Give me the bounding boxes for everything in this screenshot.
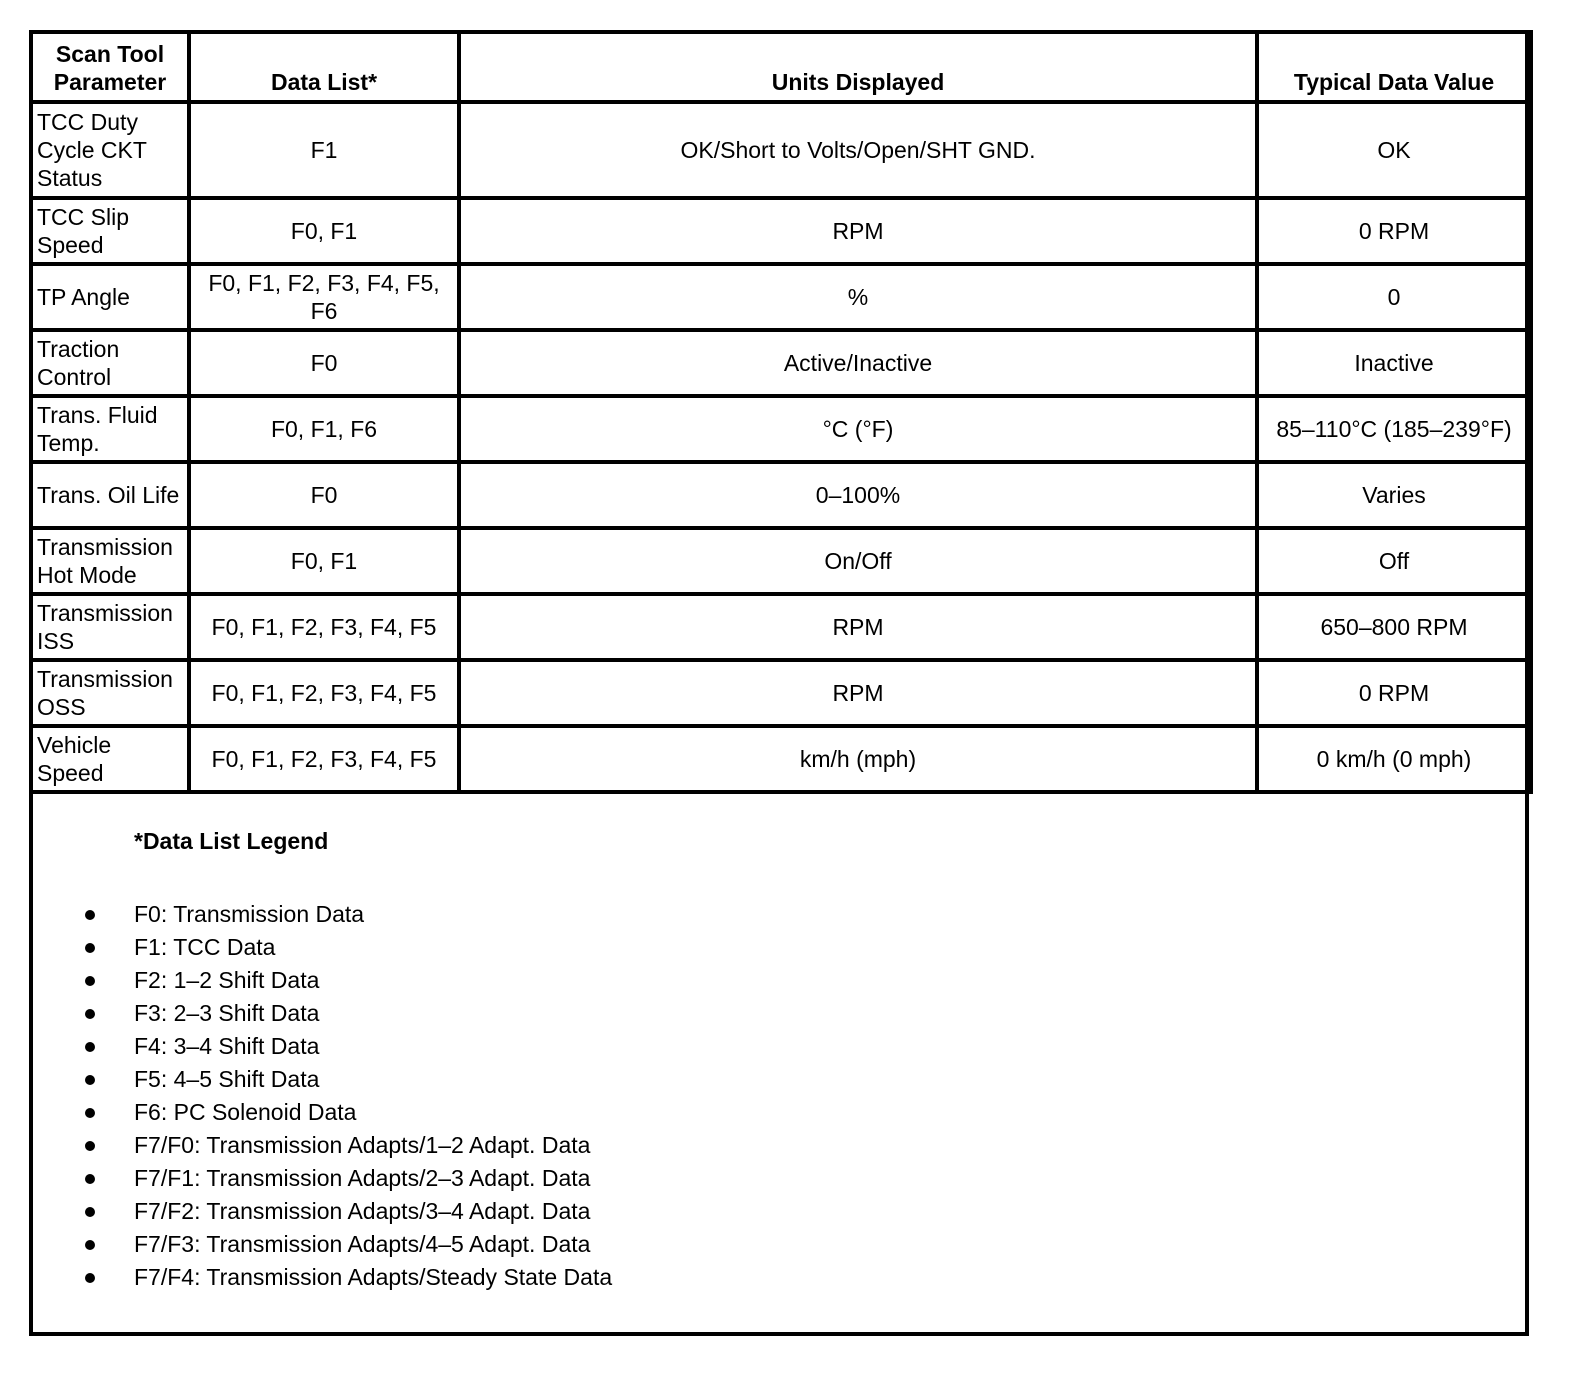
table-row (31, 528, 1531, 594)
units-cell: RPM (459, 198, 1257, 264)
data-list-legend (33, 822, 1525, 1332)
legend-item-text: F7/F4: Transmission Adapts/Steady State Data (134, 1264, 613, 1290)
parameter-cell: Trans. Oil Life (31, 462, 189, 528)
parameter-cell: Transmission ISS (31, 594, 189, 660)
legend-item-text: F3: 2–3 Shift Data (134, 1000, 320, 1026)
data-list-cell: F0, F1, F2, F3, F4, F5 (189, 594, 459, 660)
list-item (85, 931, 612, 964)
table-row (31, 660, 1531, 726)
header-data-list: Data List* (189, 32, 459, 102)
legend-list (85, 898, 612, 1294)
bullet-icon (85, 1108, 95, 1118)
data-list-cell: F0, F1 (189, 198, 459, 264)
data-list-cell: F0, F1, F2, F3, F4, F5 (189, 726, 459, 792)
legend-item-text: F0: Transmission Data (134, 901, 365, 927)
parameter-cell: Traction Control (31, 330, 189, 396)
parameter-cell: Transmission Hot Mode (31, 528, 189, 594)
scan-tool-data-table (29, 30, 1533, 794)
units-cell: RPM (459, 594, 1257, 660)
parameter-cell: Transmission OSS (31, 660, 189, 726)
table-row (31, 594, 1531, 660)
bullet-icon (85, 1207, 95, 1217)
typical-value-cell: Varies (1257, 462, 1531, 528)
bullet-icon (85, 976, 95, 986)
typical-value-cell: 650–800 RPM (1257, 594, 1531, 660)
units-cell: OK/Short to Volts/Open/SHT GND. (459, 102, 1257, 198)
data-list-cell: F0, F1, F2, F3, F4, F5 (189, 660, 459, 726)
table-row (31, 462, 1531, 528)
list-item (85, 1030, 612, 1063)
bullet-icon (85, 1240, 95, 1250)
legend-item-text: F7/F0: Transmission Adapts/1–2 Adapt. Data (134, 1132, 591, 1158)
list-item (85, 1096, 612, 1129)
table-row (31, 102, 1531, 198)
legend-item-text: F2: 1–2 Shift Data (134, 967, 320, 993)
legend-item-text: F7/F1: Transmission Adapts/2–3 Adapt. Data (134, 1165, 591, 1191)
legend-item-text: F4: 3–4 Shift Data (134, 1033, 320, 1059)
typical-value-cell: Off (1257, 528, 1531, 594)
parameter-cell: TCC Duty Cycle CKT Status (31, 102, 189, 198)
list-item (85, 997, 612, 1030)
table-row (31, 396, 1531, 462)
table-header-row (31, 32, 1531, 102)
list-item (85, 1261, 612, 1294)
table-row (31, 264, 1531, 330)
list-item (85, 964, 612, 997)
header-units-displayed: Units Displayed (459, 32, 1257, 102)
bullet-icon (85, 1174, 95, 1184)
units-cell: RPM (459, 660, 1257, 726)
legend-title: *Data List Legend (134, 828, 329, 854)
header-scan-tool-parameter: Scan Tool Parameter (31, 32, 189, 102)
units-cell: % (459, 264, 1257, 330)
bullet-icon (85, 1273, 95, 1283)
list-item (85, 1228, 612, 1261)
data-list-cell: F1 (189, 102, 459, 198)
parameter-cell: Trans. Fluid Temp. (31, 396, 189, 462)
bullet-icon (85, 910, 95, 920)
list-item (85, 898, 612, 931)
table-row (31, 330, 1531, 396)
parameter-cell: Vehicle Speed (31, 726, 189, 792)
legend-item-text: F1: TCC Data (134, 934, 276, 960)
bullet-icon (85, 1141, 95, 1151)
data-list-cell: F0 (189, 330, 459, 396)
parameter-cell: TP Angle (31, 264, 189, 330)
data-list-cell: F0, F1, F2, F3, F4, F5, F6 (189, 264, 459, 330)
typical-value-cell: 0 (1257, 264, 1531, 330)
legend-item-text: F6: PC Solenoid Data (134, 1099, 357, 1125)
data-list-cell: F0, F1, F6 (189, 396, 459, 462)
table-row (31, 726, 1531, 792)
units-cell: On/Off (459, 528, 1257, 594)
typical-value-cell: Inactive (1257, 330, 1531, 396)
bullet-icon (85, 1075, 95, 1085)
legend-item-text: F5: 4–5 Shift Data (134, 1066, 320, 1092)
data-list-cell: F0 (189, 462, 459, 528)
typical-value-cell: 0 km/h (0 mph) (1257, 726, 1531, 792)
parameter-cell: TCC Slip Speed (31, 198, 189, 264)
legend-item-text: F7/F3: Transmission Adapts/4–5 Adapt. Data (134, 1231, 591, 1257)
bullet-icon (85, 943, 95, 953)
bullet-icon (85, 1042, 95, 1052)
table-row (31, 198, 1531, 264)
list-item (85, 1063, 612, 1096)
typical-value-cell: OK (1257, 102, 1531, 198)
list-item (85, 1195, 612, 1228)
header-typical-data-value: Typical Data Value (1257, 32, 1531, 102)
legend-item-text: F7/F2: Transmission Adapts/3–4 Adapt. Data (134, 1198, 591, 1224)
data-list-cell: F0, F1 (189, 528, 459, 594)
list-item (85, 1129, 612, 1162)
bullet-icon (85, 1009, 95, 1019)
units-cell: 0–100% (459, 462, 1257, 528)
typical-value-cell: 0 RPM (1257, 198, 1531, 264)
units-cell: Active/Inactive (459, 330, 1257, 396)
list-item (85, 1162, 612, 1195)
typical-value-cell: 85–110°C (185–239°F) (1257, 396, 1531, 462)
units-cell: °C (°F) (459, 396, 1257, 462)
units-cell: km/h (mph) (459, 726, 1257, 792)
typical-value-cell: 0 RPM (1257, 660, 1531, 726)
